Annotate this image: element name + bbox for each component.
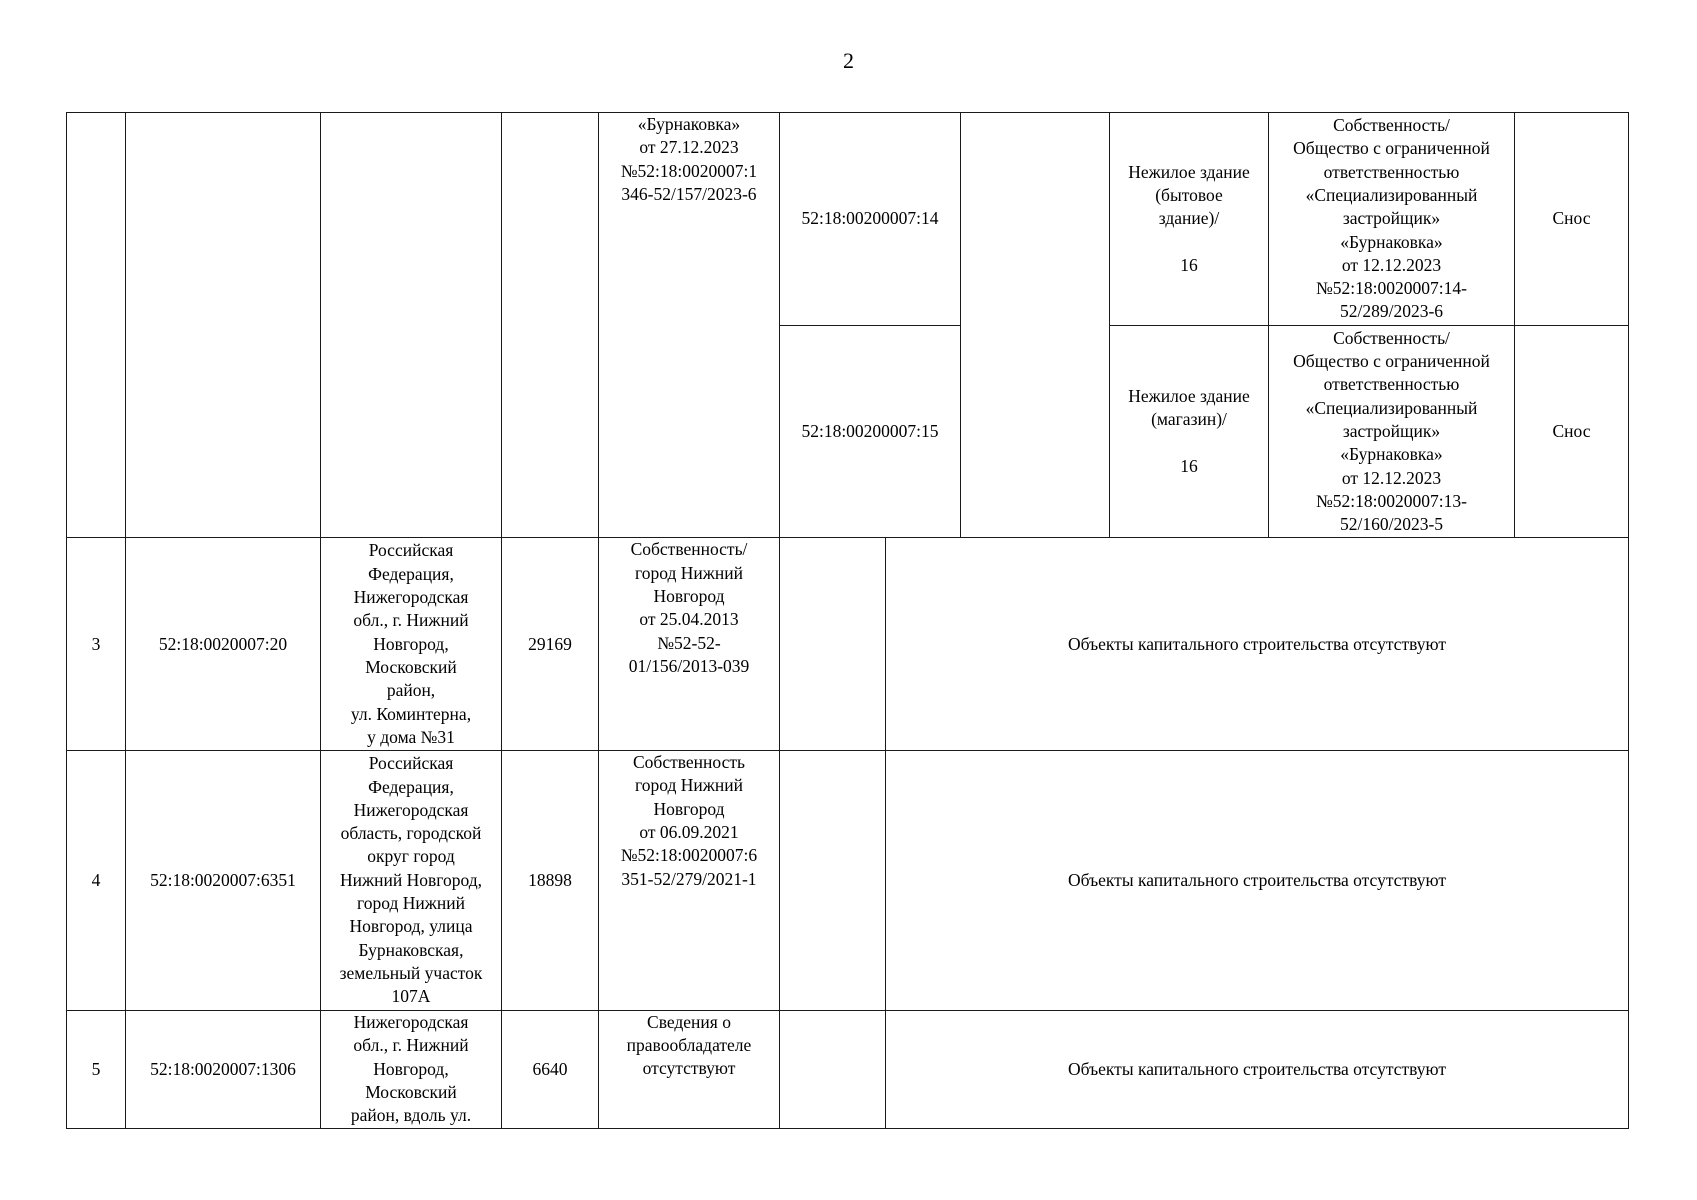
objects-note-cell: Объекты капитального строительства отсутствуют bbox=[886, 751, 1629, 1010]
table-row bbox=[67, 113, 1629, 326]
objects-note-cell: Объекты капитального строительства отсутствуют bbox=[886, 1010, 1629, 1128]
right-cell: Сведения о правообладателе отсутствуют bbox=[599, 1010, 780, 1128]
table-row bbox=[67, 1010, 1629, 1128]
object-purpose-cell: Нежилое здание (бытовое здание)/ 16 bbox=[1110, 113, 1269, 326]
cadastral-cell: 52:18:0020007:6351 bbox=[126, 751, 321, 1010]
address-cell: Нижегородская обл., г. Нижний Новгород, Московский район, вдоль ул. bbox=[321, 1010, 502, 1128]
num-cell: 4 bbox=[67, 751, 126, 1010]
register-table bbox=[66, 112, 1629, 1129]
object-rights-cell: Собственность/ Общество с ограниченной ответственностью «Специализированный застройщик» «Бурнаковка» от 12.12.2023 №52:18:0020007:13- 52/160/2023-5 bbox=[1269, 325, 1515, 538]
area-cell: 29169 bbox=[502, 538, 599, 751]
cadastral-cell: 52:18:0020007:20 bbox=[126, 538, 321, 751]
object-cadastral-cell: 52:18:00200007:14 bbox=[780, 113, 961, 326]
empty-cell bbox=[780, 1010, 886, 1128]
object-cadastral-cell: 52:18:00200007:15 bbox=[780, 325, 961, 538]
area-cell: 6640 bbox=[502, 1010, 599, 1128]
area-cell: 18898 bbox=[502, 751, 599, 1010]
num-cell: 5 bbox=[67, 1010, 126, 1128]
empty-cell bbox=[780, 538, 886, 751]
objects-note-cell: Объекты капитального строительства отсутствуют bbox=[886, 538, 1629, 751]
object-purpose-cell: Нежилое здание (магазин)/ 16 bbox=[1110, 325, 1269, 538]
table-row bbox=[67, 751, 1629, 1010]
right-cell: «Бурнаковка» от 27.12.2023 №52:18:0020007:1 346-52/157/2023-6 bbox=[599, 113, 780, 538]
object-action-cell: Снос bbox=[1515, 325, 1629, 538]
right-cell: Собственность/ город Нижний Новгород от 25.04.2013 №52-52- 01/156/2013-039 bbox=[599, 538, 780, 751]
table-row bbox=[67, 538, 1629, 751]
page-number: 2 bbox=[843, 48, 854, 73]
cadastral-cell: 52:18:0020007:1306 bbox=[126, 1010, 321, 1128]
right-cell: Собственность город Нижний Новгород от 06.09.2021 №52:18:0020007:6 351-52/279/2021-1 bbox=[599, 751, 780, 1010]
empty-cell bbox=[780, 751, 886, 1010]
num-cell bbox=[67, 113, 126, 538]
object-rights-cell: Собственность/ Общество с ограниченной ответственностью «Специализированный застройщик» «Бурнаковка» от 12.12.2023 №52:18:0020007:14- 52/289/2023-6 bbox=[1269, 113, 1515, 326]
address-cell: Российская Федерация, Нижегородская обл., г. Нижний Новгород, Московский район, ул. Коминтерна, у дома №31 bbox=[321, 538, 502, 751]
num-cell: 3 bbox=[67, 538, 126, 751]
address-cell bbox=[321, 113, 502, 538]
area-cell bbox=[502, 113, 599, 538]
object-spacer-cell bbox=[961, 113, 1110, 538]
cadastral-cell bbox=[126, 113, 321, 538]
object-action-cell: Снос bbox=[1515, 113, 1629, 326]
address-cell: Российская Федерация, Нижегородская область, городской округ город Нижний Новгород, город Нижний Новгород, улица Бурнаковская, земельный участок 107А bbox=[321, 751, 502, 1010]
